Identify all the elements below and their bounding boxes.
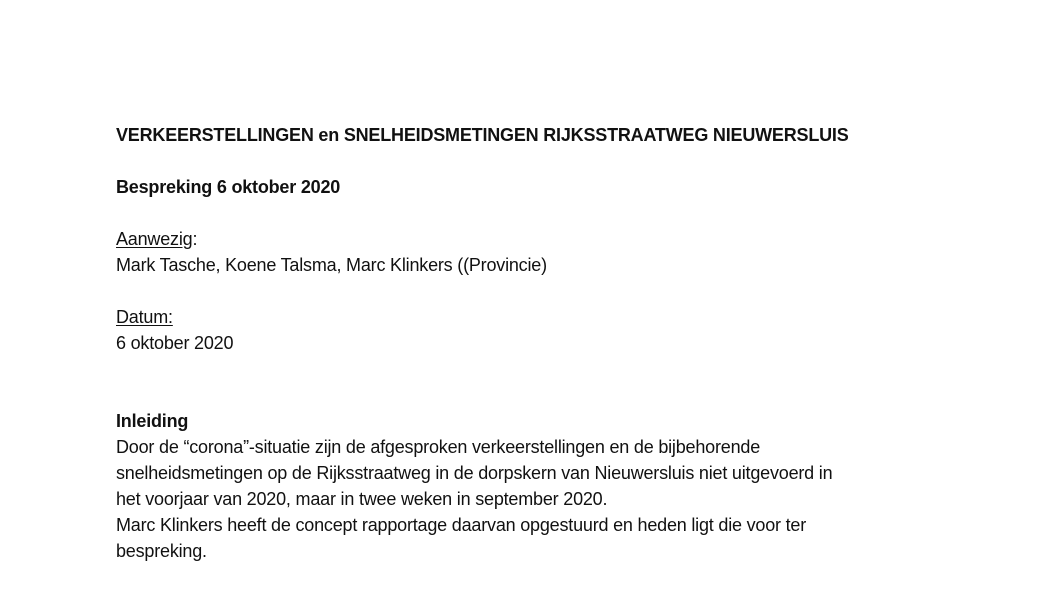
date-value: 6 oktober 2020 bbox=[116, 333, 234, 353]
date-label: Datum: bbox=[116, 307, 173, 327]
spacer bbox=[116, 200, 1016, 226]
intro-line: snelheidsmetingen op de Rijksstraatweg in de dorpskern van Nieuwersluis niet uitgevoerd in bbox=[116, 463, 833, 483]
intro-line: Marc Klinkers heeft de concept rapportage daarvan opgestuurd en heden ligt die voor ter bbox=[116, 515, 807, 535]
intro-heading: Inleiding bbox=[116, 411, 189, 431]
present-label: Aanwezig bbox=[116, 229, 193, 249]
present-heading bbox=[116, 226, 1016, 252]
date-heading bbox=[116, 304, 1016, 330]
present-value: Mark Tasche, Koene Talsma, Marc Klinkers ((Provincie) bbox=[116, 255, 547, 275]
spacer bbox=[116, 356, 1016, 408]
spacer bbox=[116, 148, 1016, 174]
intro-line: Door de “corona”-situatie zijn de afgesproken verkeerstellingen en de bijbehorende bbox=[116, 437, 761, 457]
intro-line: het voorjaar van 2020, maar in twee weken in september 2020. bbox=[116, 489, 608, 509]
meeting-subtitle: Bespreking 6 oktober 2020 bbox=[116, 177, 341, 197]
spacer bbox=[116, 278, 1016, 304]
present-colon: : bbox=[192, 229, 198, 249]
document-title: VERKEERSTELLINGEN en SNELHEIDSMETINGEN RIJKSSTRAATWEG NIEUWERSLUIS bbox=[116, 125, 849, 145]
intro-line: bespreking. bbox=[116, 541, 207, 561]
document-page bbox=[116, 122, 1016, 564]
